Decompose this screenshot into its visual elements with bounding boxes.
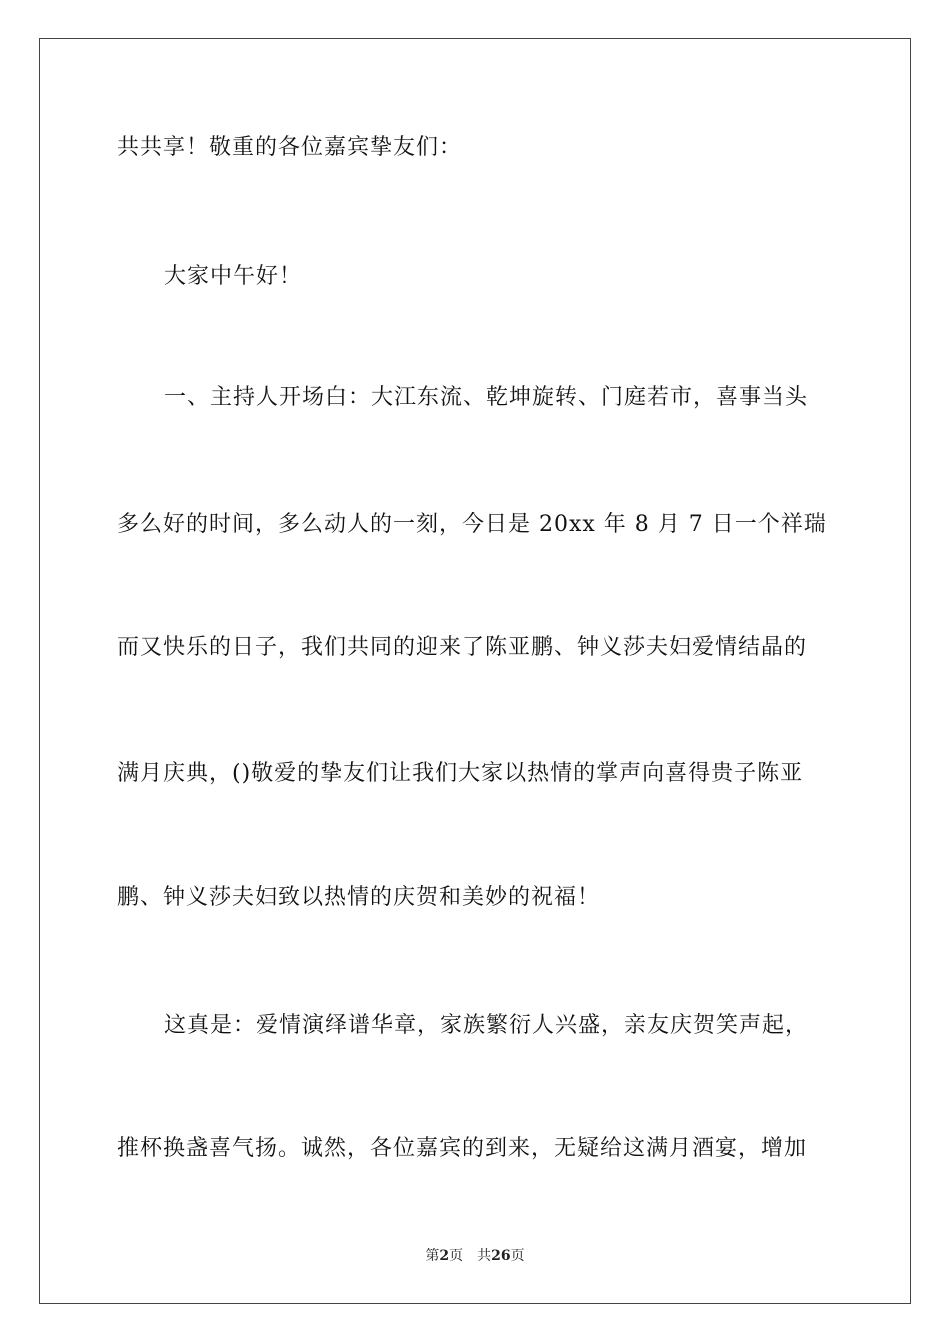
page-number: 2 xyxy=(439,1248,450,1264)
page-prefix: 第 xyxy=(425,1248,440,1264)
text-line: 推杯换盏喜气扬。诚然，各位嘉宾的到来，无疑给这满月酒宴，增加 xyxy=(117,1136,808,1161)
text-line: 多么好的时间，多么动人的一刻，今日是 20xx 年 8 月 7 日一个祥瑞 xyxy=(117,512,827,537)
total-suffix: 页 xyxy=(510,1248,525,1264)
page-suffix: 页 xyxy=(449,1248,464,1264)
page-border xyxy=(39,38,911,1304)
page-footer xyxy=(0,1246,950,1266)
text-line: 共共享！敬重的各位嘉宾挚友们： xyxy=(117,135,463,160)
total-pages: 26 xyxy=(491,1248,511,1264)
greeting-line: 大家中午好！ xyxy=(164,264,303,289)
section-heading-line: 一、主持人开场白：大江东流、乾坤旋转、门庭若市，喜事当头 xyxy=(164,385,809,410)
total-prefix: 共 xyxy=(477,1248,492,1264)
paragraph-start-line: 这真是：爱情演绎谱华章，家族繁衍人兴盛，亲友庆贺笑声起， xyxy=(164,1013,809,1038)
text-line: 满月庆典，()敬爱的挚友们让我们大家以热情的掌声向喜得贵子陈亚 xyxy=(117,761,804,786)
text-line: 而又快乐的日子，我们共同的迎来了陈亚鹏、钟义莎夫妇爱情结晶的 xyxy=(117,635,808,660)
text-line: 鹏、钟义莎夫妇致以热情的庆贺和美妙的祝福！ xyxy=(117,885,601,910)
